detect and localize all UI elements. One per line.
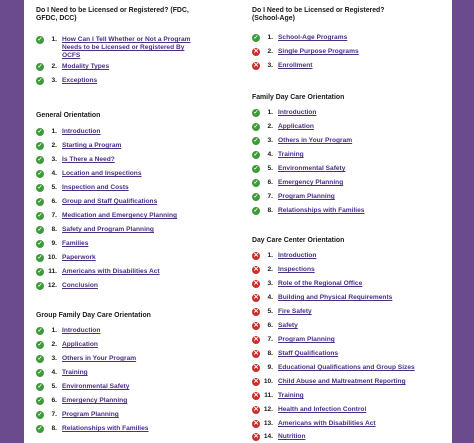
module-link[interactable]: Relationships with Families <box>62 425 149 432</box>
module-number: 8. <box>51 226 57 233</box>
module-item[interactable] <box>252 151 304 159</box>
module-link[interactable]: Conclusion <box>62 282 98 289</box>
section-fdc-orientation <box>252 94 448 214</box>
module-item[interactable] <box>36 128 100 136</box>
module-item[interactable] <box>36 327 100 335</box>
module-number: 5. <box>51 383 57 390</box>
check-circle-icon: ✓ <box>37 157 43 163</box>
check-circle-icon: ✓ <box>37 426 43 432</box>
check-circle-icon: ✓ <box>37 227 43 233</box>
module-number: 6. <box>51 198 57 205</box>
check-circle-icon: ✓ <box>253 194 259 200</box>
module-link[interactable]: Exceptions <box>62 77 98 84</box>
module-item[interactable] <box>36 156 115 164</box>
course-panel <box>24 0 452 443</box>
module-number: 6. <box>51 397 57 404</box>
module-number: 6. <box>267 179 273 186</box>
section-licensed-fdc <box>36 7 236 84</box>
module-item[interactable] <box>36 425 148 433</box>
module-number: 3. <box>267 62 273 69</box>
module-number: 9. <box>51 240 57 247</box>
module-item[interactable] <box>36 282 98 290</box>
module-link[interactable]: Relationships with Families <box>278 207 365 214</box>
module-number: 5. <box>51 184 57 191</box>
module-item[interactable] <box>252 433 305 441</box>
check-circle-icon: ✓ <box>253 166 259 172</box>
module-number: 3. <box>51 77 57 84</box>
module-number: 4. <box>267 151 273 158</box>
check-circle-icon: ✓ <box>253 180 259 186</box>
module-number: 6. <box>267 322 273 329</box>
module-link[interactable]: Americans with Disabilities Act <box>278 420 376 427</box>
section-general-orientation <box>36 112 236 289</box>
check-circle-icon: ✓ <box>37 129 43 135</box>
module-number: 7. <box>51 212 57 219</box>
module-link[interactable]: School-Age Programs <box>278 34 348 41</box>
module-number: 11. <box>264 392 273 399</box>
check-circle-icon: ✓ <box>37 370 43 376</box>
check-circle-icon: ✓ <box>37 255 43 261</box>
check-circle-icon: ✓ <box>37 199 43 205</box>
module-number: 2. <box>51 63 57 70</box>
module-number: 5. <box>267 165 273 172</box>
module-item[interactable] <box>36 184 129 192</box>
module-link[interactable]: How Can I Tell Whether or Not a Program Needs to be Licensed or Registered By OCFS <box>62 36 191 59</box>
module-link[interactable]: Emergency Planning <box>62 397 128 404</box>
module-item[interactable] <box>252 62 312 70</box>
x-circle-icon: ✕ <box>253 294 259 301</box>
module-link[interactable]: Emergency Planning <box>278 179 344 186</box>
check-circle-icon: ✓ <box>37 213 43 219</box>
section-title: Group Family Day Care Orientation <box>36 312 151 319</box>
module-item[interactable] <box>252 378 406 386</box>
module-number: 1. <box>267 252 273 259</box>
module-number: 5. <box>267 308 273 315</box>
module-item[interactable] <box>252 207 364 215</box>
module-number: 2. <box>267 266 273 273</box>
module-item[interactable] <box>252 364 415 372</box>
module-link[interactable]: Program Planning <box>278 193 335 200</box>
section-title: Do I Need to be Licensed or Registered? (School-Age) <box>252 7 385 22</box>
x-circle-icon: ✕ <box>253 322 259 329</box>
module-link[interactable]: Training <box>278 392 304 399</box>
check-circle-icon: ✓ <box>253 110 259 116</box>
x-circle-icon: ✕ <box>253 336 259 343</box>
module-link[interactable]: Training <box>62 369 88 376</box>
module-link[interactable]: Is There a Need? <box>62 156 115 163</box>
module-number: 4. <box>267 294 273 301</box>
x-circle-icon: ✕ <box>253 378 259 385</box>
module-number: 2. <box>267 48 273 55</box>
module-item[interactable] <box>252 34 347 42</box>
module-link[interactable]: Fire Safety <box>278 308 312 315</box>
module-number: 7. <box>267 193 273 200</box>
module-number: 11. <box>48 268 57 275</box>
check-circle-icon: ✓ <box>253 208 259 214</box>
module-number: 2. <box>51 142 57 149</box>
module-number: 4. <box>51 369 57 376</box>
module-link[interactable]: Paperwork <box>62 254 96 261</box>
check-circle-icon: ✓ <box>37 328 43 334</box>
x-circle-icon: ✕ <box>253 420 259 427</box>
module-link[interactable]: Nutrition <box>278 433 306 440</box>
x-circle-icon: ✕ <box>253 392 259 399</box>
module-link[interactable]: Educational Qualifications and Group Sizes <box>278 364 415 371</box>
module-link[interactable]: Application <box>62 341 98 348</box>
check-circle-icon: ✓ <box>37 241 43 247</box>
module-number: 2. <box>267 123 273 130</box>
check-circle-icon: ✓ <box>37 356 43 362</box>
module-item[interactable] <box>36 240 88 248</box>
module-link[interactable]: Program Planning <box>62 411 119 418</box>
x-circle-icon: ✕ <box>253 308 259 315</box>
module-item[interactable] <box>252 137 352 145</box>
module-link[interactable]: Application <box>278 123 314 130</box>
check-circle-icon: ✓ <box>37 143 43 149</box>
module-number: 7. <box>267 336 273 343</box>
module-link[interactable]: Safety and Program Planning <box>62 226 154 233</box>
module-number: 1. <box>51 128 57 135</box>
module-link[interactable]: Introduction <box>278 109 317 116</box>
module-link[interactable]: Introduction <box>278 252 317 259</box>
check-circle-icon: ✓ <box>37 171 43 177</box>
module-item[interactable] <box>36 212 177 220</box>
section-title: Do I Need to be Licensed or Registered? (FDC, GFDC, DCC) <box>36 7 189 22</box>
module-item[interactable] <box>36 170 142 178</box>
check-circle-icon: ✓ <box>37 269 43 275</box>
module-link[interactable]: Role of the Regional Office <box>278 280 363 287</box>
module-link[interactable]: Introduction <box>62 128 101 135</box>
module-item[interactable] <box>36 77 97 85</box>
module-link[interactable]: Americans with Disabilities Act <box>62 268 160 275</box>
module-number: 1. <box>267 109 273 116</box>
module-item[interactable] <box>36 355 136 363</box>
check-circle-icon: ✓ <box>37 384 43 390</box>
module-number: 3. <box>51 355 57 362</box>
module-link[interactable]: Location and Inspections <box>62 170 142 177</box>
x-circle-icon: ✕ <box>253 350 259 357</box>
module-number: 8. <box>267 207 273 214</box>
x-circle-icon: ✕ <box>253 62 259 69</box>
x-circle-icon: ✕ <box>253 252 259 259</box>
module-item[interactable] <box>252 308 312 316</box>
module-link[interactable]: Safety <box>278 322 298 329</box>
module-link[interactable]: Child Abuse and Maltreatment Reporting <box>278 378 406 385</box>
module-item[interactable] <box>36 142 121 150</box>
module-item[interactable] <box>252 322 298 330</box>
module-item[interactable] <box>252 165 345 173</box>
module-number: 8. <box>51 425 57 432</box>
module-item[interactable] <box>36 198 157 206</box>
check-circle-icon: ✓ <box>253 138 259 144</box>
x-circle-icon: ✕ <box>253 280 259 287</box>
module-number: 10. <box>263 378 273 385</box>
module-number: 1. <box>267 34 273 41</box>
module-link[interactable]: Health and Infection Control <box>278 406 367 413</box>
module-number: 1. <box>51 36 57 43</box>
section-dcc-orientation <box>252 237 448 440</box>
module-link[interactable]: Staff Qualifications <box>278 350 339 357</box>
module-item[interactable] <box>36 369 88 377</box>
module-item[interactable] <box>252 109 316 117</box>
module-number: 14. <box>263 433 273 440</box>
module-link[interactable]: Environmental Safety <box>62 383 130 390</box>
module-link[interactable]: Single Purpose Programs <box>278 48 359 55</box>
x-circle-icon: ✕ <box>253 48 259 55</box>
module-number: 3. <box>267 280 273 287</box>
module-item[interactable] <box>252 123 314 131</box>
module-link[interactable]: Training <box>278 151 304 158</box>
module-number: 3. <box>267 137 273 144</box>
module-item[interactable] <box>252 266 315 274</box>
x-circle-icon: ✕ <box>253 406 259 413</box>
check-circle-icon: ✓ <box>253 124 259 130</box>
module-number: 7. <box>51 411 57 418</box>
module-item[interactable] <box>36 397 127 405</box>
module-number: 8. <box>267 350 273 357</box>
section-title: Day Care Center Orientation <box>252 237 345 244</box>
check-circle-icon: ✓ <box>37 185 43 191</box>
module-number: 4. <box>51 170 57 177</box>
module-item[interactable] <box>36 226 154 234</box>
module-number: 1. <box>51 327 57 334</box>
module-link[interactable]: Modality Types <box>62 63 110 70</box>
module-item[interactable] <box>36 268 160 276</box>
module-link[interactable]: Introduction <box>62 327 101 334</box>
check-circle-icon: ✓ <box>253 152 259 158</box>
module-number: 3. <box>51 156 57 163</box>
check-circle-icon: ✓ <box>37 37 43 43</box>
module-item[interactable] <box>252 294 392 302</box>
x-circle-icon: ✕ <box>253 364 259 371</box>
module-link[interactable]: Medication and Emergency Planning <box>62 212 178 219</box>
module-link[interactable]: Others in Your Program <box>62 355 137 362</box>
check-circle-icon: ✓ <box>253 35 259 41</box>
check-circle-icon: ✓ <box>37 412 43 418</box>
section-licensed-sa <box>252 7 448 69</box>
check-circle-icon: ✓ <box>37 398 43 404</box>
module-item[interactable] <box>252 193 335 201</box>
module-number: 12. <box>47 282 57 289</box>
module-link[interactable]: Program Planning <box>278 336 335 343</box>
module-link[interactable]: Inspections <box>278 266 315 273</box>
module-item[interactable] <box>252 280 362 288</box>
check-circle-icon: ✓ <box>37 342 43 348</box>
module-item[interactable] <box>36 63 109 71</box>
module-item[interactable] <box>252 48 359 56</box>
module-link[interactable]: Enrollment <box>278 62 313 69</box>
module-number: 2. <box>51 341 57 348</box>
module-item[interactable] <box>252 406 366 414</box>
module-number: 12. <box>263 406 273 413</box>
check-circle-icon: ✓ <box>37 64 43 70</box>
section-title: Family Day Care Orientation <box>252 94 345 101</box>
module-item[interactable] <box>36 254 96 262</box>
module-item[interactable] <box>252 420 376 428</box>
module-item[interactable] <box>252 350 338 358</box>
module-link[interactable]: Others in Your Program <box>278 137 353 144</box>
module-item[interactable] <box>36 383 129 391</box>
module-item[interactable] <box>36 36 192 60</box>
module-item[interactable] <box>36 341 98 349</box>
module-item[interactable] <box>36 411 119 419</box>
module-link[interactable]: Building and Physical Requirements <box>278 294 393 301</box>
module-item[interactable] <box>252 252 316 260</box>
module-link[interactable]: Environmental Safety <box>278 165 346 172</box>
module-link[interactable]: Inspection and Costs <box>62 184 129 191</box>
check-circle-icon: ✓ <box>37 283 43 289</box>
x-circle-icon: ✕ <box>253 433 259 440</box>
x-circle-icon: ✕ <box>253 266 259 273</box>
module-number: 10. <box>47 254 57 261</box>
module-number: 9. <box>267 364 273 371</box>
module-item[interactable] <box>252 336 335 344</box>
module-item[interactable] <box>252 392 304 400</box>
module-number: 13. <box>263 420 273 427</box>
check-circle-icon: ✓ <box>37 78 43 84</box>
module-link[interactable]: Group and Staff Qualifications <box>62 198 158 205</box>
section-title: General Orientation <box>36 112 101 119</box>
module-link[interactable]: Families <box>62 240 89 247</box>
section-gfdc-orientation <box>36 312 236 432</box>
module-item[interactable] <box>252 179 343 187</box>
module-link[interactable]: Starting a Program <box>62 142 122 149</box>
